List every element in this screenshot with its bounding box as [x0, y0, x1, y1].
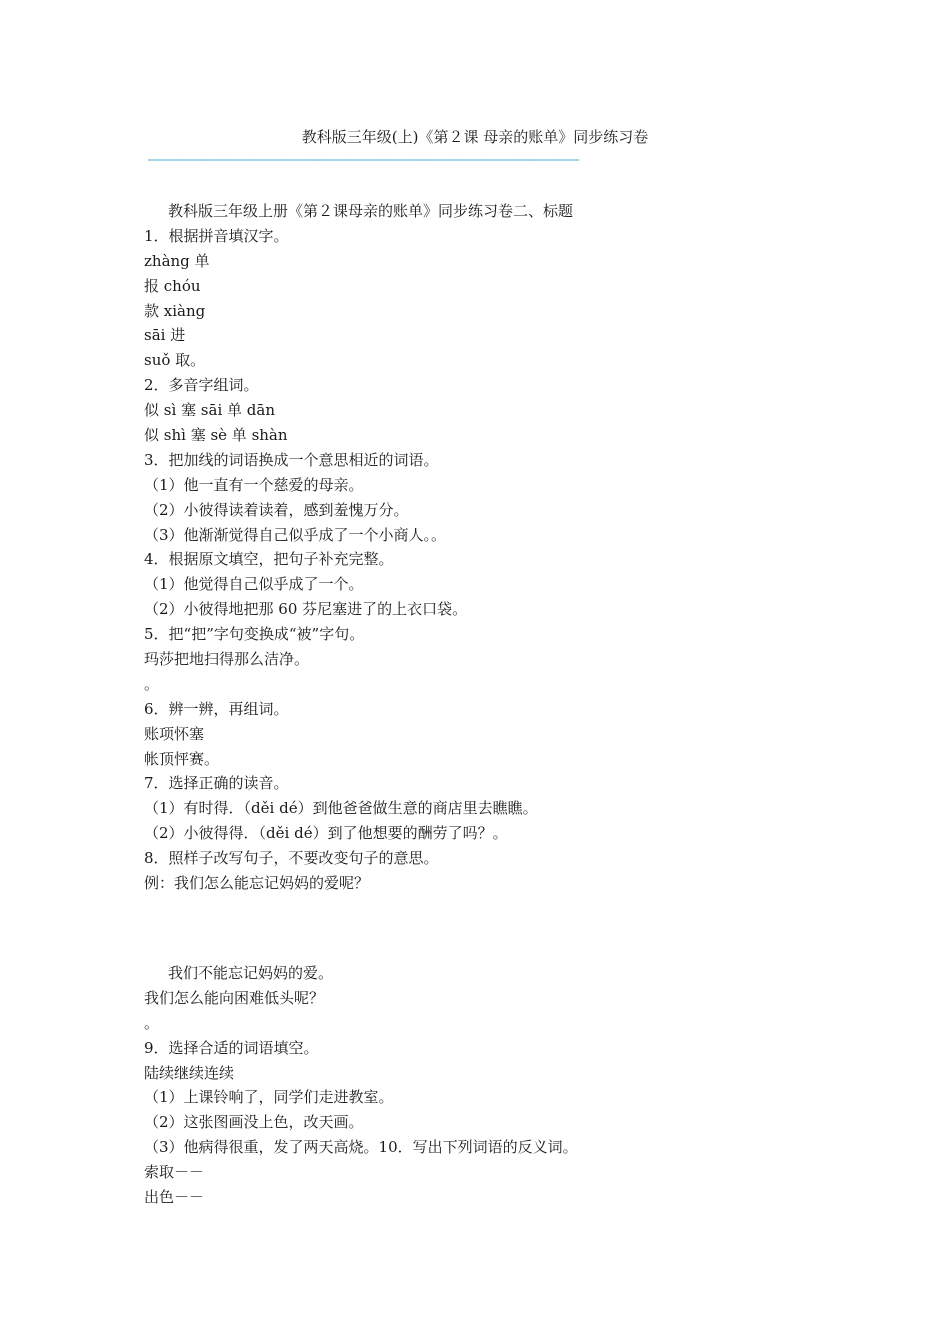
text-line: 7．选择正确的读音。	[144, 774, 289, 793]
text-line: 5．把“把”字句变换成“被”字句。	[144, 625, 365, 644]
text-line: 1．根据拼音填汉字。	[144, 226, 289, 245]
text-line: 我们怎么能向困难低头呢？	[144, 988, 325, 1007]
text-line: （1）他觉得自己似乎成了一个。	[144, 575, 364, 594]
text-line: 账项怀塞	[144, 724, 205, 743]
text-line: （2）小彼得地把那 60 芬尼塞进了的上衣口袋。	[144, 600, 468, 619]
text-line: （1）有时得．（děi dé）到他爸爸做生意的商店里去瞧瞧。	[144, 799, 538, 818]
text-line: 帐顶怦赛。	[144, 749, 220, 768]
text-line: 我们不能忘记妈妈的爱。	[168, 963, 334, 982]
text-line: 8．照样子改写句子，不要改变句子的意思。	[144, 849, 439, 868]
text-line: 似 shì 塞 sè 单 shàn	[144, 426, 288, 445]
text-line: 。	[144, 674, 160, 693]
text-line: zhàng 单	[144, 251, 210, 270]
blank-space	[144, 896, 824, 961]
text-line: 2．多音字组词。	[144, 376, 259, 395]
text-line: 9．选择合适的词语填空。	[144, 1038, 319, 1057]
text-line: （1）上课铃响了，同学们走进教室。	[144, 1088, 394, 1107]
text-line: （1）他一直有一个慈爱的母亲。	[144, 475, 364, 494]
text-line: （2）这张图画没上色，改天画。	[144, 1113, 364, 1132]
text-line: 报 chóu	[144, 276, 201, 295]
text-line: 款 xiàng	[144, 301, 206, 320]
text-line: 6．辨一辨，再组词。	[144, 699, 289, 718]
text-line: 3．把加线的词语换成一个意思相近的词语。	[144, 450, 439, 469]
text-line: 4．根据原文填空，把句子补充完整。	[144, 550, 394, 569]
questions-block-2	[144, 961, 824, 1210]
document-body	[144, 199, 824, 1210]
text-line: 例：我们怎么能忘记妈妈的爱呢？	[144, 874, 370, 893]
text-line: （2）小彼得得．（děi dé）到了他想要的酬劳了吗？。	[144, 824, 508, 843]
questions-block-1	[144, 199, 824, 896]
text-line: （3）他病得很重，发了两天高烧。10．写出下列词语的反义词。	[144, 1138, 578, 1157]
text-line: 教科版三年级上册《第２课母亲的账单》同步练习卷二、标题	[168, 202, 574, 220]
document-title: 教科版三年级(上)《第２课 母亲的账单》同步练习卷	[301, 128, 649, 146]
text-line: 玛莎把地扫得那么洁净。	[144, 650, 310, 669]
text-line: 出色－－	[144, 1187, 205, 1206]
text-line: 。	[144, 1013, 160, 1032]
text-line: 陆续继续连续	[144, 1063, 235, 1082]
text-line: 似 sì 塞 sāi 单 dān	[144, 401, 275, 420]
text-line: （2）小彼得读着读着，感到羞愧万分。	[144, 500, 409, 519]
title-divider: ——————————————————————————————————————————————————	[148, 152, 580, 168]
text-line: sāi 进	[144, 326, 186, 345]
text-line: suǒ 取。	[144, 351, 206, 370]
text-line: （3）他渐渐觉得自己似乎成了一个小商人。。	[144, 525, 447, 544]
text-line: 索取－－	[144, 1163, 205, 1182]
